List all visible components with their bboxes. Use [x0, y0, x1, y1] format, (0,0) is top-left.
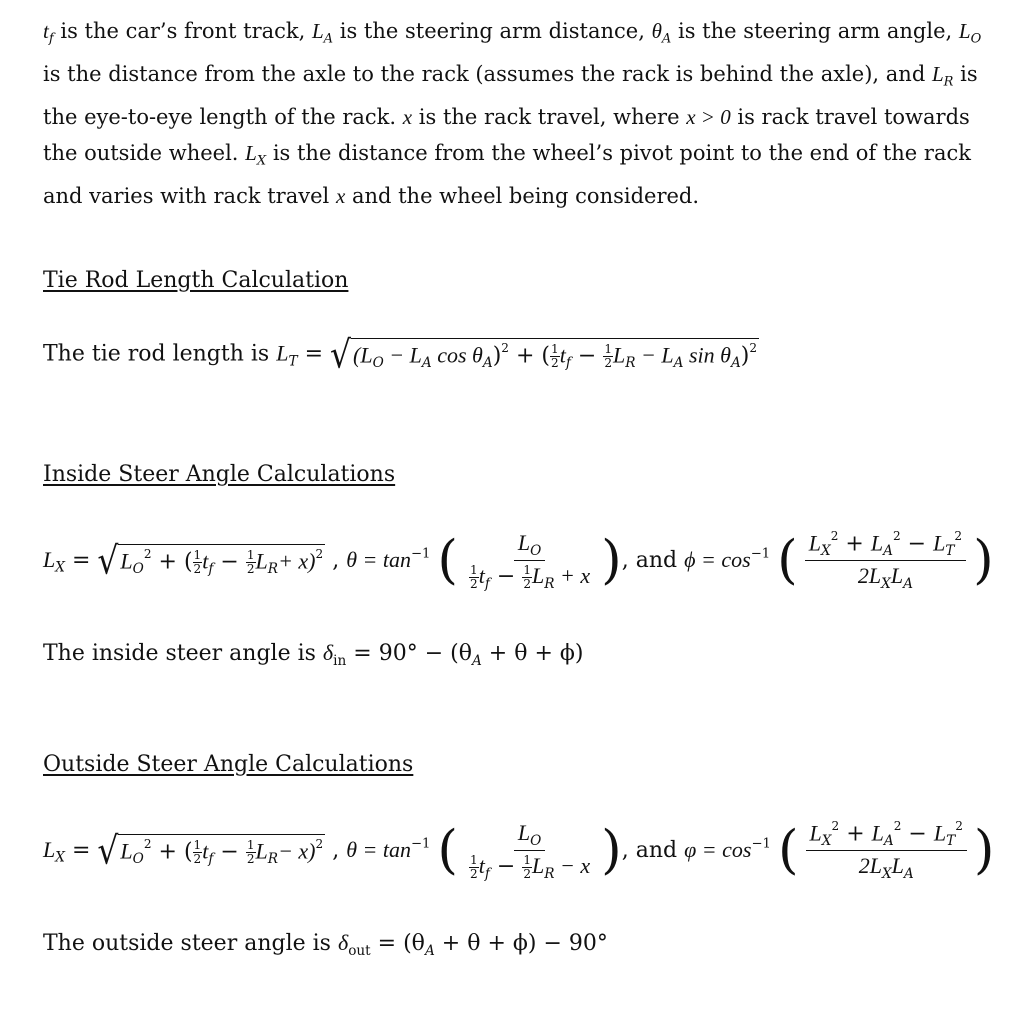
intro-paragraph: $t_f$ is the car’s front track, $L_A$ is the steering arm distance, $\theta_A$ is the steering arm angle, $L_O$ is the distance from the axle to the rack (assumes the rack is behind the axle), and $L_R$ is the eye-to-eye length of the rack. x is the rack travel, where x > 0 is rack travel towards the outside wheel. $L_X$ is the distance from the wheel’s pivot point to the end of the rack and varies with rack travel x and the wheel being considered.: [43, 19, 982, 208]
lx-symbol: L: [245, 140, 257, 165]
inside-formulas: $L_X$ = √ $L_O^2$ + ( $\frac{1}{2}$ $t_f$ − $\frac{1}{2}$ $L_R+ x)^2$ , $\theta = \tan^{-1}$ ( $L_O$ $\frac{1}{2}$ $t_f$ − $\frac{1}{2}$ $L_R + x$ ), and $\phi = \cos^{-1}$ ( $\frac{L_X^2 + L_A^2 - L_T^2}{2L_XL_A}$ ): [43, 529, 994, 593]
theta-a-symbol: θ: [651, 19, 662, 43]
lr-symbol: L: [931, 62, 944, 87]
outside-result: The outside steer angle is $\delta_{out} = (\theta_A + \theta + \phi) - 90^\circ$: [43, 930, 608, 959]
sqrt: √ ($L_O - L_A$ $\cos \theta_A)^2$ + ( $\frac{1}{2}$ $t_f$ − $\frac{1}{2}$ $L_R - L_A$ $\sin \theta_A)^2$: [330, 332, 758, 377]
x-symbol: x: [402, 105, 413, 130]
tie-rod-heading: Tie Rod Length Calculation: [43, 268, 349, 293]
inside-heading: Inside Steer Angle Calculations: [43, 462, 396, 487]
lo-symbol: L: [958, 19, 971, 43]
outside-heading: Outside Steer Angle Calculations: [43, 752, 414, 777]
la-symbol: L: [311, 19, 324, 43]
phi-fraction: $\frac{L_X^2 + L_A^2 - L_T^2}{2L_XL_A}$: [805, 528, 966, 594]
tie-rod-formula: The tie rod length is $L_T$ = √ ($L_O - L_A$ $\cos \theta_A)^2$ + ( $\frac{1}{2}$ $t_f$ − $\frac{1}{2}$ $L_R - L_A$ $\sin \theta_A)^2$: [43, 332, 758, 377]
inside-result: The inside steer angle is $\delta_{in} = 90^\circ - (\theta_A + \theta + \phi)$: [43, 640, 584, 669]
theta-fraction: $L_O$ $\frac{1}{2}$ $t_f$ − $\frac{1}{2}$ $L_R + x$: [470, 530, 591, 593]
tf-symbol: t: [43, 19, 49, 43]
outside-formulas: $L_X$ = √ $L_O^2$ + ( $\frac{1}{2}$ $t_f$ − $\frac{1}{2}$ $L_R- x)^2$ , $\theta = \tan^{-1}$ ( $L_O$ $\frac{1}{2}$ $t_f$ − $\frac{1}{2}$ $L_R - x$ ), and $\varphi = \cos^{-1}$ ( $\frac{L_X^2 + L_A^2 - L_T^2}{2L_XL_A}$ ): [43, 819, 995, 883]
